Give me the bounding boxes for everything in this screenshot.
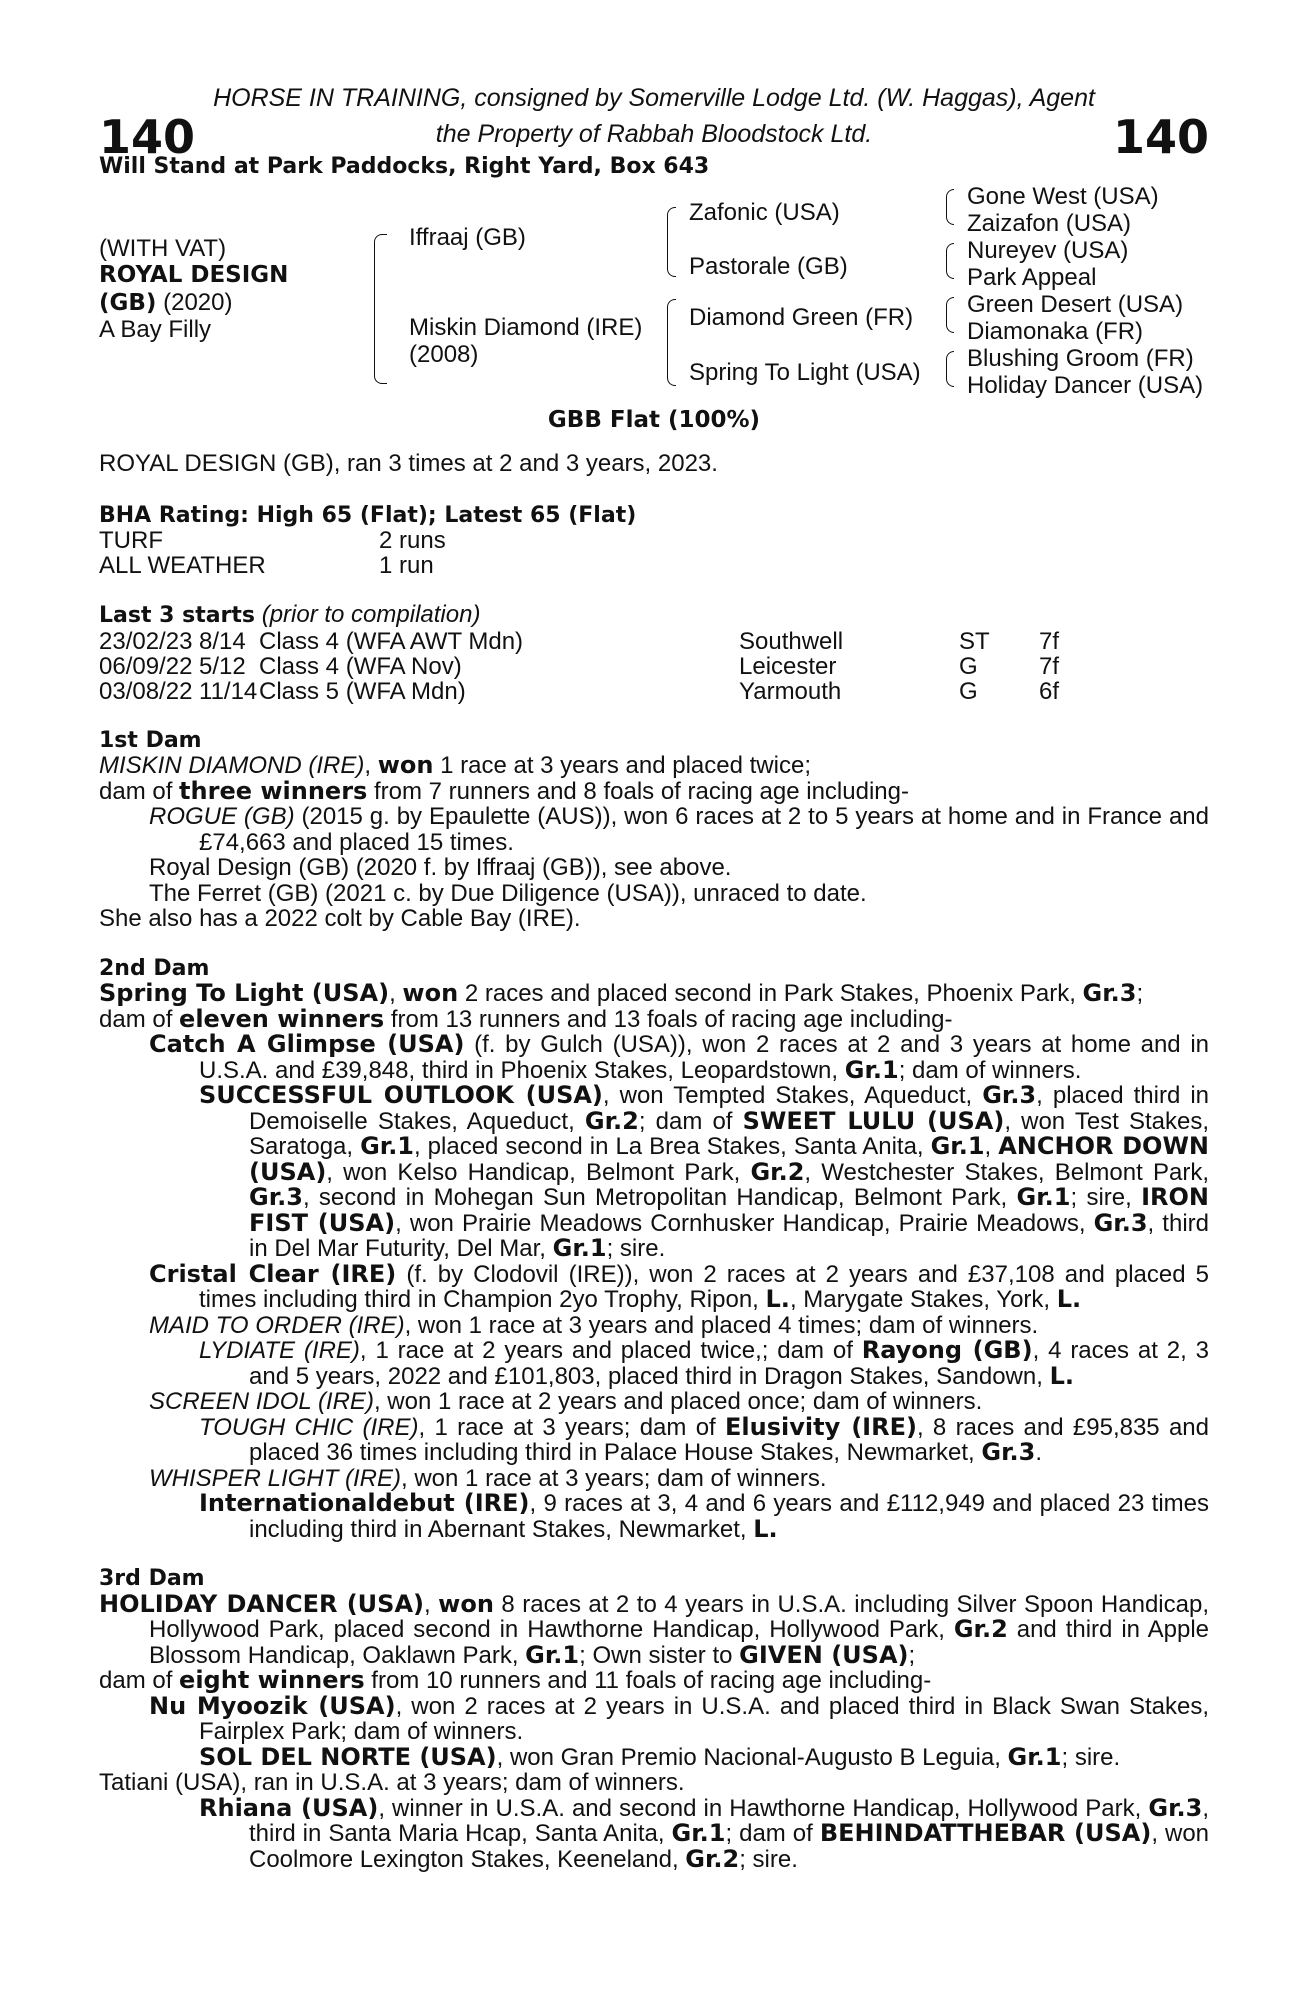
horse-country: (GB) <box>99 290 157 316</box>
brace-sire <box>667 207 676 277</box>
gg-4: Park Appeal <box>967 264 1097 291</box>
consign-line: HORSE IN TRAINING, consigned by Somerville Lodge Ltd. (W. Haggas), Agent <box>213 84 1095 112</box>
stand-line: Will Stand at Park Paddocks, Right Yard, Box 643 <box>99 154 710 179</box>
property-line: the Property of Rabbah Bloodstock Ltd. <box>435 120 873 148</box>
produce-tatiani: Tatiani (USA), ran in U.S.A. at 3 years; dam of winners. <box>99 1769 685 1796</box>
horse-description: A Bay Filly <box>99 316 212 343</box>
start-course: Yarmouth <box>739 677 842 705</box>
dam-sire: Diamond Green (FR) <box>689 304 914 331</box>
produce-maid-to-order: MAID TO ORDER (IRE), won 1 race at 3 years and placed 4 times; dam of winners. <box>149 1311 1039 1339</box>
gg-8: Holiday Dancer (USA) <box>967 372 1204 399</box>
second-dam-produce: dam of eleven winners from 13 runners and 13 foals of racing age including- <box>99 1004 953 1033</box>
first-dam-section <box>99 728 1209 932</box>
gg-7: Blushing Groom (FR) <box>967 345 1194 372</box>
start-course: Southwell <box>739 627 844 655</box>
gg-5: Green Desert (USA) <box>967 291 1184 318</box>
starts-table <box>99 629 1209 704</box>
gg-2: Zaizafon (USA) <box>967 210 1132 237</box>
third-dam-produce: dam of eight winners from 10 runners and 11 foals of racing age including- <box>99 1666 932 1694</box>
produce-tough-chic: TOUGH CHIC (IRE), 1 race at 3 years; dam of Elusivity (IRE), 8 races and £95,835 and placed 36 times including third in Palace House Stakes, Newmarket, Gr.3. <box>199 1412 1209 1466</box>
start-race: Class 4 (WFA AWT Mdn) <box>259 627 524 655</box>
header <box>99 80 1209 179</box>
dam-year: (2008) <box>409 341 479 368</box>
start-date: 03/08/22 <box>99 677 193 705</box>
horse-country-year <box>99 289 232 317</box>
produce-whisper-light: WHISPER LIGHT (IRE), won 1 race at 3 years; dam of winners. <box>149 1464 827 1492</box>
rating-section <box>99 503 1209 579</box>
third-dam-title: 3rd Dam <box>99 1566 205 1591</box>
starts-section <box>99 602 1209 704</box>
start-date: 06/09/22 <box>99 652 193 680</box>
produce-royal-design: Royal Design (GB) (2020 f. by Iffraaj (GB)), see above. <box>149 854 732 881</box>
start-date: 23/02/23 <box>99 627 193 655</box>
start-course: Leicester <box>739 652 837 680</box>
third-dam-section <box>99 1566 1209 1872</box>
first-dam-record: MISKIN DIAMOND (IRE), won 1 race at 3 years and placed twice; <box>99 751 811 779</box>
start-dist: 6f <box>1039 677 1060 705</box>
gg-3: Nureyev (USA) <box>967 237 1129 264</box>
brace-dam <box>667 299 676 386</box>
horse-year: (2020) <box>163 289 233 316</box>
first-dam-produce: dam of three winners from 7 runners and 8 foals of racing age including- <box>99 776 909 805</box>
catalogue-page <box>99 80 1209 1872</box>
produce-lydiate: LYDIATE (IRE), 1 race at 2 years and placed twice,; dam of Rayong (GB), 4 races at 2, 3 and 5 years, 2022 and £101,803, placed third in Dragon Stakes, Sandown, L. <box>199 1336 1209 1390</box>
produce-cristal-clear: Cristal Clear (IRE) (f. by Clodovil (IRE)), won 2 races at 2 years and £37,108 and placed 5 times including third in Champion 2yo Trophy, Ripon, L., Marygate Stakes, York, L. <box>149 1259 1209 1313</box>
produce-nu-myoozik: Nu Myoozik (USA), won 2 races at 2 years in U.S.A. and placed third in Black Swan Stakes, Fairplex Park; dam of winners. <box>149 1691 1210 1745</box>
start-race: Class 5 (WFA Mdn) <box>259 677 466 705</box>
produce-sol-del-norte: SOL DEL NORTE (USA), won Gran Premio Nacional-Augusto B Leguia, Gr.1; sire. <box>199 1742 1121 1771</box>
brace-3a <box>946 189 954 225</box>
breed-line: GBB Flat (100%) <box>547 407 761 433</box>
dam: Miskin Diamond (IRE) <box>409 314 643 341</box>
horse-name: ROYAL DESIGN <box>99 262 289 288</box>
start-race: Class 4 (WFA Nov) <box>259 652 462 680</box>
gg-1: Gone West (USA) <box>967 183 1159 210</box>
start-going: G <box>959 677 978 705</box>
surface-aw: ALL WEATHER <box>99 552 266 579</box>
brace-3b <box>946 243 954 279</box>
vat-label: (WITH VAT) <box>99 235 227 262</box>
sire: Iffraaj (GB) <box>409 224 526 251</box>
start-dist: 7f <box>1039 627 1060 655</box>
summary: ROYAL DESIGN (GB), ran 3 times at 2 and 3 years, 2023. <box>99 450 718 477</box>
third-dam-record: HOLIDAY DANCER (USA), won 8 races at 2 to 4 years in U.S.A. including Silver Spoon Handicap, Hollywood Park, placed second in Hawthorne Handicap, Hollywood Park, Gr.2 and third in Apple Blossom Handicap, Oaklawn Park, Gr.1; Own sister to GIVEN (USA); <box>99 1589 1210 1669</box>
first-dam-title: 1st Dam <box>99 727 202 753</box>
brace-3d <box>946 351 954 387</box>
lot-number-left: 140 <box>99 110 196 164</box>
brace-parents <box>374 234 387 384</box>
produce-rogue: ROGUE (GB) (2015 g. by Epaulette (AUS)), won 6 races at 2 to 5 years at home and in France and £74,663 and placed 15 times. <box>149 803 1209 856</box>
start-pos: 5/12 <box>199 652 246 680</box>
pedigree <box>99 179 1209 407</box>
starts-title: Last 3 starts <box>99 603 256 628</box>
second-dam-title: 2nd Dam <box>99 955 210 981</box>
starts-note: (prior to compilation) <box>261 601 481 628</box>
second-dam-section <box>99 956 1209 1543</box>
lot-number-right: 140 <box>1112 110 1209 164</box>
sire-dam: Pastorale (GB) <box>689 253 848 280</box>
rating-title: BHA Rating: High 65 (Flat); Latest 65 (Flat) <box>99 502 637 528</box>
produce-the-ferret: The Ferret (GB) (2021 c. by Due Diligence (USA)), unraced to date. <box>149 879 867 907</box>
start-going: ST <box>959 627 990 655</box>
produce-rhiana: Rhiana (USA), winner in U.S.A. and second in Hawthorne Handicap, Hollywood Park, Gr.3, third in Santa Maria Hcap, Santa Anita, Gr.1; dam of BEHINDATTHEBAR (USA), won Coolmore Lexington Stakes, Keeneland, Gr.2; sire. <box>199 1793 1210 1873</box>
dam-dam: Spring To Light (USA) <box>689 359 921 386</box>
first-dam-extra: She also has a 2022 colt by Cable Bay (IRE). <box>99 905 581 932</box>
sire-sire: Zafonic (USA) <box>689 199 840 226</box>
second-dam-record: Spring To Light (USA), won 2 races and placed second in Park Stakes, Phoenix Park, Gr.3; <box>99 979 1144 1007</box>
runs-table <box>99 528 1209 578</box>
produce-internationaldebut: Internationaldebut (IRE), 9 races at 3, 4 and 6 years and £112,949 and placed 23 times including third in Abernant Stakes, Newmarket, L. <box>199 1489 1209 1543</box>
start-going: G <box>959 652 978 680</box>
start-pos: 8/14 <box>199 627 246 655</box>
runs-turf: 2 runs <box>379 527 446 554</box>
produce-screen-idol: SCREEN IDOL (IRE), won 1 race at 2 years and placed once; dam of winners. <box>149 1388 983 1415</box>
start-dist: 7f <box>1039 652 1060 680</box>
runs-aw: 1 run <box>379 552 434 579</box>
surface-turf: TURF <box>99 527 163 554</box>
produce-successful-outlook: SUCCESSFUL OUTLOOK (USA), won Tempted Stakes, Aqueduct, Gr.3, placed third in Demoiselle Stakes, Aqueduct, Gr.2; dam of SWEET LULU (USA), won Test Stakes, Saratoga, Gr.1, placed second in La Brea Stakes, Santa Anita, Gr.1, ANCHOR DOWN (USA), won Kelso Handicap, Belmont Park, Gr.2, Westchester Stakes, Belmont Park, Gr.3, second in Mohegan Sun Metropolitan Handicap, Belmont Park, Gr.1; sire, IRON FIST (USA), won Prairie Meadows Cornhusker Handicap, Prairie Meadows, Gr.3, third in Del Mar Futurity, Del Mar, Gr.1; sire. <box>199 1081 1210 1262</box>
brace-3c <box>946 297 954 333</box>
start-pos: 11/14 <box>199 677 258 705</box>
produce-catch-a-glimpse: Catch A Glimpse (USA) (f. by Gulch (USA)), won 2 races at 2 and 3 years at home and in U.S.A. and £39,848, third in Phoenix Stakes, Leopardstown, Gr.1; dam of winners. <box>149 1030 1210 1084</box>
gg-6: Diamonaka (FR) <box>967 318 1144 345</box>
